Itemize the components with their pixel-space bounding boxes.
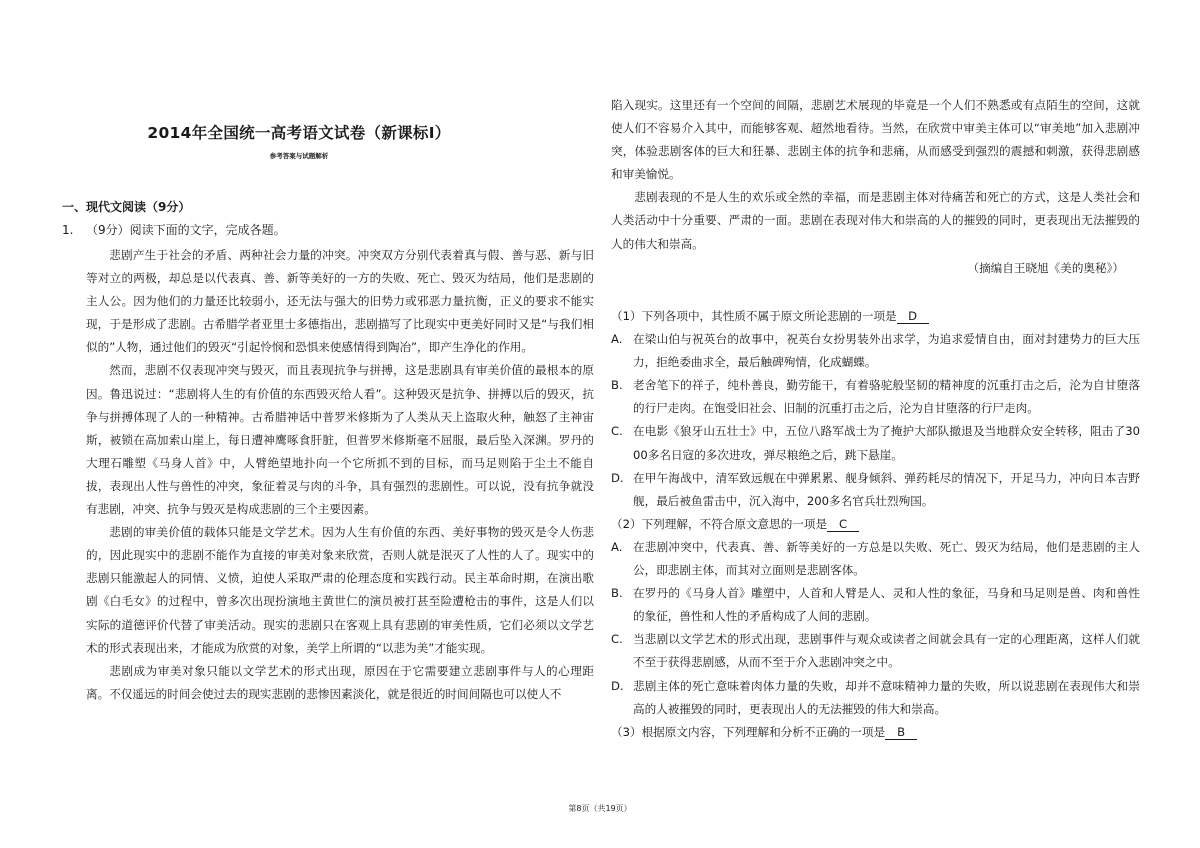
option-letter: A. <box>611 332 623 347</box>
option-text: 悲剧主体的死亡意味着肉体力量的失败，却并不意味精神力量的失败，所以说悲剧在表现伟大和崇高的人被摧毁的同时，更表现出人的无法摧毁的伟大和崇高。 <box>633 678 1140 716</box>
sub-question-prompt: （3）根据原文内容，下列理解和分析不正确的一项是 <box>611 724 886 739</box>
option-d <box>611 467 1140 513</box>
sub-question-prompt: （1）下列各项中，其性质不属于原文所论悲剧的一项是 <box>611 309 897 323</box>
option-text: 在罗丹的《马身人首》雕塑中，人首和人臂是人、灵和人性的象征，马身和马足则是兽、肉和兽性的象征，兽性和人性的矛盾构成了人间的悲剧。 <box>633 586 1140 624</box>
option-letter: D. <box>611 470 624 485</box>
answer-blank: B <box>885 725 917 740</box>
option-text: 在电影《狼牙山五壮士》中，五位八路军战士为了掩护大部队撤退及当地群众安全转移，阻击了3000多名日寇的多次进攻，弹尽粮绝之后，跳下悬崖。 <box>633 424 1140 462</box>
option-b <box>611 582 1140 628</box>
sub-question-1 <box>611 305 1140 328</box>
option-text: 当悲剧以文学艺术的形式出现，悲剧事件与观众或读者之间就会具有一定的心理距离，这样人们就不至于获得悲剧感，从而不至于介入悲剧冲突之中。 <box>633 632 1140 670</box>
option-b <box>611 374 1140 420</box>
option-text: 老舍笔下的祥子，纯朴善良，勤劳能干，有着骆驼般坚韧的精神度的沉重打击之后，沦为自甘堕落的行尸走肉。在饱受旧社会、旧制的沉重打击之后，沦为自甘堕落的行尸走肉。 <box>633 378 1140 416</box>
option-c <box>611 628 1140 674</box>
question-number: 1. <box>62 223 74 237</box>
passage-continuation <box>611 94 1140 256</box>
document-title: 2014年全国统一高考语文试卷（新课标Ⅰ） <box>147 124 451 142</box>
passage-paragraph: 然而，悲剧不仅表现冲突与毁灭，而且表现抗争与拼搏，这是悲剧具有审美价值的最根本的原因。鲁迅说过：“悲剧将人生的有价值的东西毁灭给人看”。这种毁灭是抗争、拼搏以后的毁灭，抗争与拼搏体现了人的一种精神。古希腊神话中普罗米修斯为了人类从天上盗取火种，触怒了主神宙斯，被锁在高加索山崖上，每日遭神鹰啄食肝脏，但普罗米修斯毫不屈服，最后坠入深渊。罗丹的大理石雕塑《马身人首》中，人臂绝望地扑向一个它所抓不到的目标，而马足则陷于尘土不能自拔，表现出人性与兽性的冲突，象征着灵与肉的斗争，具有强烈的悲剧性。可以说，没有抗争就没有悲剧，冲突、抗争与毁灭是构成悲剧的三个主要因素。 <box>86 363 594 517</box>
passage-paragraph: 陷入现实。这里还有一个空间的间隔，悲剧艺术展现的毕竟是一个人们不熟悉或有点陌生的空间，这就使人们不容易介入其中，而能够客观、超然地看待。当然，在欣赏中审美主体可以“审美地”加入悲剧冲突，体验悲剧客体的巨大和狂暴、悲剧主体的抗争和悲痛，从而感受到强烈的震撼和刺激，获得悲剧感和审美愉悦。 <box>611 98 1140 182</box>
page-footer: 第8页（共19页） <box>568 804 632 813</box>
document-subtitle: 参考答案与试题解析 <box>269 152 329 160</box>
option-d <box>611 675 1140 721</box>
option-text: 在梁山伯与祝英台的故事中，祝英台女扮男装外出求学，为追求爱情自由，面对封建势力的巨大压力，拒绝委曲求全，最后触碑殉情，化成蝴蝶。 <box>633 332 1140 370</box>
option-a <box>611 536 1140 582</box>
passage-paragraph: 悲剧表现的不是人生的欢乐或全然的幸福，而是悲剧主体对待痛苦和死亡的方式，这是人类社会和人类活动中十分重要、严肃的一面。悲剧在表现对伟大和崇高的人的摧毁的同时，更表现出无法摧毁的人的伟大和崇高。 <box>611 190 1140 251</box>
answer-blank: C <box>827 517 859 532</box>
passage-paragraph: 悲剧的审美价值的载体只能是文学艺术。因为人生有价值的东西、美好事物的毁灭是令人伤悲的，因此现实中的悲剧不能作为直接的审美对象来欣赏，否则人就是泯灭了人性的人了。现实中的悲剧只能激起人的同情、义愤，迫使人采取严肃的伦理态度和实践行动。民主革命时期，在演出歌剧《白毛女》的过程中，曾多次出现扮演地主黄世仁的演员被打甚至险遭枪击的事件，这是人们以实际的道德评价代替了审美活动。现实的悲剧只在客观上具有悲剧的审美性质，它们必须以文学艺术的形式表现出来，才能成为欣赏的对象，美学上所谓的“以悲为美”才能实现。 <box>86 525 594 655</box>
section-heading: 一、现代文阅读（9分） <box>62 200 191 214</box>
question-header <box>62 221 594 238</box>
option-a <box>611 328 1140 374</box>
passage-paragraph: 悲剧产生于社会的矛盾、两种社会力量的冲突。冲突双方分别代表着真与假、善与恶、新与旧等对立的两极，却总是以代表真、善、新等美好的一方的失败、死亡、毁灭为结局，他们是悲剧的主人公。因为他们的力量还比较弱小，还无法与强大的旧势力或邪恶力量抗衡，正义的要求不能实现，于是形成了悲剧。古希腊学者亚里士多德指出，悲剧描写了比现实中更美好同时又是“与我们相似的”人物，通过他们的毁灭“引起怜悯和恐惧来使感情得到陶冶”，即产生净化的作用。 <box>86 248 594 355</box>
option-letter: C. <box>611 632 623 647</box>
option-text: 在悲剧冲突中，代表真、善、新等美好的一方总是以失败、死亡、毁灭为结局，他们是悲剧的主人公，即悲剧主体，而其对立面则是悲剧客体。 <box>633 539 1140 578</box>
option-letter: A. <box>611 539 623 554</box>
sub-question-prompt: （2）下列理解，不符合原文意思的一项是 <box>611 516 828 531</box>
sub-question-2 <box>611 513 1140 536</box>
reading-passage <box>86 244 594 706</box>
option-letter: D. <box>611 678 624 693</box>
sub-question-3 <box>611 721 1140 744</box>
option-c <box>611 420 1140 466</box>
source-citation: （摘编自王晓旭《美的奥秘》） <box>967 261 1124 275</box>
option-text: 在甲午海战中，清军致远舰在中弹累累、舰身倾斜、弹药耗尽的情况下，开足马力，冲向日本吉野舰，最后被鱼雷击中，沉入海中，200多名官兵壮烈殉国。 <box>633 470 1140 508</box>
answer-blank: D <box>897 309 929 324</box>
option-letter: B. <box>611 586 623 601</box>
option-letter: C. <box>611 424 623 439</box>
passage-paragraph: 悲剧成为审美对象只能以文学艺术的形式出现，原因在于它需要建立悲剧事件与人的心理距离。不仅遥远的时间会使过去的现实悲剧的悲惨因素淡化，就是很近的时间间隔也可以使人不 <box>86 663 594 701</box>
question-list <box>611 305 1140 744</box>
question-prompt: （9分）阅读下面的文字，完成各题。 <box>86 223 286 237</box>
option-letter: B. <box>611 378 623 393</box>
